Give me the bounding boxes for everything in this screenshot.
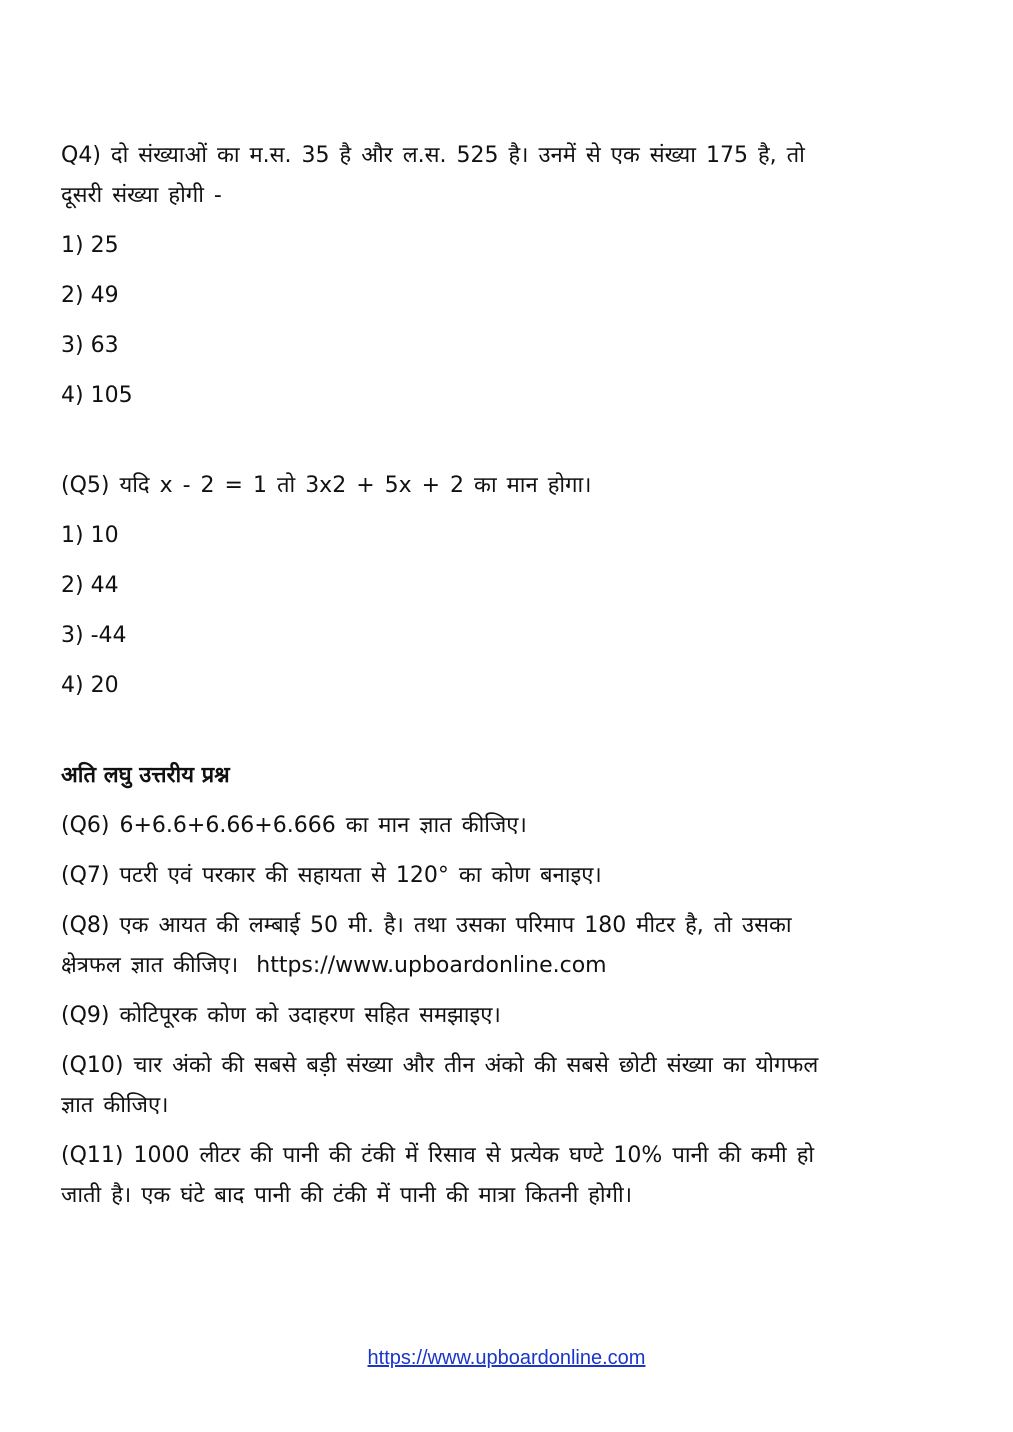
- question-5-text: (Q5) यदि x - 2 = 1 तो 3x2 + 5x + 2 का मान होगा।: [61, 473, 592, 498]
- question-4: [61, 136, 931, 216]
- section-heading: अति लघु उत्तरीय प्रश्न: [61, 763, 230, 788]
- question-11: [61, 1136, 931, 1216]
- page-content: [61, 136, 931, 1226]
- question-5-option-3: 3) -44: [61, 623, 127, 648]
- footer-website-link[interactable]: https://www.upboardonline.com: [367, 1347, 646, 1369]
- question-8: [61, 906, 931, 986]
- spacer: [61, 426, 931, 466]
- question-8-text-line-2: [61, 946, 931, 986]
- question-4-text-line-2: दूसरी संख्या होगी -: [61, 183, 222, 208]
- question-8-line-2-text: क्षेत्रफल ज्ञात कीजिए।: [61, 953, 239, 978]
- question-11-text-line-2: जाती है। एक घंटे बाद पानी की टंकी में पानी की मात्रा कितनी होगी।: [61, 1183, 633, 1208]
- question-5-option-2: 2) 44: [61, 573, 119, 598]
- question-11-text-line-1: (Q11) 1000 लीटर की पानी की टंकी में रिसाव से प्रत्येक घण्टे 10% पानी की कमी हो: [61, 1143, 815, 1168]
- question-4-option-3: 3) 63: [61, 333, 119, 358]
- question-4-option-1: 1) 25: [61, 233, 119, 258]
- footer: [0, 1344, 1013, 1372]
- question-5-option-4: 4) 20: [61, 673, 119, 698]
- inline-website-link[interactable]: https://www.upboardonline.com: [256, 953, 607, 978]
- question-10-text-line-1: (Q10) चार अंको की सबसे बड़ी संख्या और तीन अंको की सबसे छोटी संख्या का योगफल: [61, 1053, 819, 1078]
- question-5-option-1: 1) 10: [61, 523, 119, 548]
- question-4-option-2: 2) 49: [61, 283, 119, 308]
- question-7-text: (Q7) पटरी एवं परकार की सहायता से 120° का कोण बनाइए।: [61, 863, 602, 888]
- question-8-text-line-1: (Q8) एक आयत की लम्बाई 50 मी. है। तथा उसका परिमाप 180 मीटर है, तो उसका: [61, 913, 792, 938]
- question-4-option-4: 4) 105: [61, 383, 133, 408]
- question-9-text: (Q9) कोटिपूरक कोण को उदाहरण सहित समझाइए।: [61, 1003, 501, 1028]
- question-6-text: (Q6) 6+6.6+6.66+6.666 का मान ज्ञात कीजिए।: [61, 813, 527, 838]
- spacer: [61, 716, 931, 756]
- question-10: [61, 1046, 931, 1126]
- question-4-text-line-1: Q4) दो संख्याओं का म.स. 35 है और ल.स. 525 है। उनमें से एक संख्या 175 है, तो: [61, 143, 805, 168]
- question-10-text-line-2: ज्ञात कीजिए।: [61, 1093, 169, 1118]
